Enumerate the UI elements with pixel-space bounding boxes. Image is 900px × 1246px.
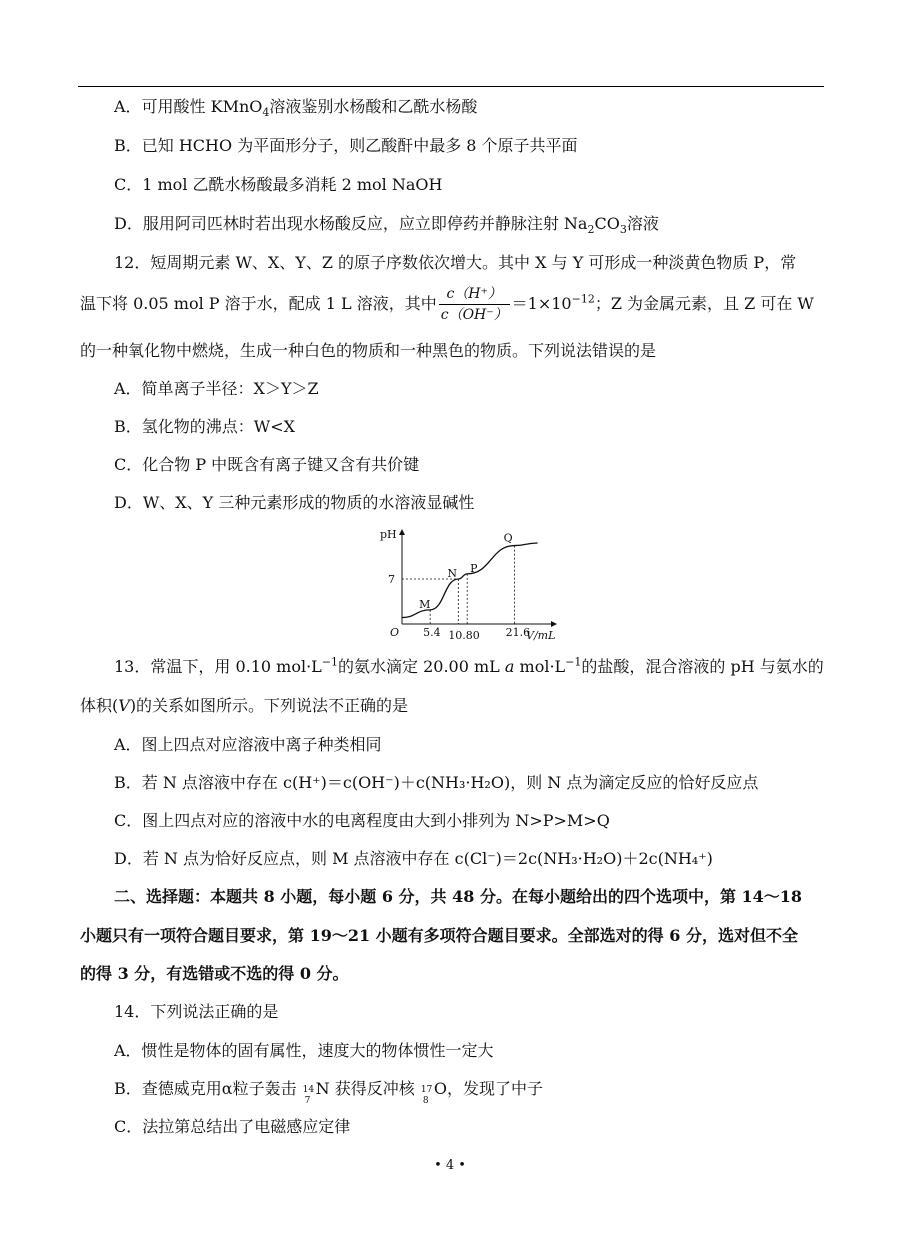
q14-stem: 14．下列说法正确的是 — [114, 1002, 279, 1021]
q12-option-c: C．化合物 P 中既含有离子键又含有共价键 — [114, 455, 420, 474]
y-tick-label: 7 — [388, 573, 395, 586]
q14-option-a: A．惯性是物体的固有属性，速度大的物体惯性一定大 — [114, 1041, 494, 1060]
q13-option-c: C．图上四点对应的溶液中水的电离程度由大到小排列为 N>P>M>Q — [114, 811, 610, 830]
q12-stem-line2: 温下将 0.05 mol P 溶于水，配成 1 L 溶液，其中 $\frac{c(H^+)}{c(OH^-)}$ $=1\times 10^{-12}$；Z 为金属元素，且 Z 可在 W — [80, 286, 814, 323]
page-number: • 4 • — [434, 1158, 466, 1173]
x-tick-label: 5.4 — [423, 626, 441, 639]
q12-option-a: A．简单离子半径：X＞Y＞Z — [114, 379, 319, 398]
q11-option-b: B．已知 HCHO 为平面形分子，则乙酸酐中最多 8 个原子共平面 — [114, 136, 578, 155]
q12-stem-line3: 的一种氧化物中燃烧，生成一种白色的物质和一种黑色的物质。下列说法错误的是 — [80, 341, 657, 360]
q13-stem-line1: 13．常温下，用 0.10 $mol\cdot L^{-1}$的氨水滴定 20.00 mL a $mol\cdot L^{-1}$的盐酸，混合溶液的 pH 与氨水的 — [114, 655, 824, 676]
y-axis-label: pH — [380, 528, 397, 541]
x-axis-label: V/mL — [526, 629, 556, 642]
q11-option-c: C．1 mol 乙酰水杨酸最多消耗 2 mol NaOH — [114, 175, 443, 194]
section2-heading-line3: 的得 3 分，有选错或不选的得 0 分。 — [80, 964, 349, 983]
q11-option-a: A．可用酸性 KMnO$_4$溶液鉴别水杨酸和乙酰水杨酸 — [114, 97, 478, 120]
isotope-n14: 14 7 — [302, 1085, 315, 1106]
q13-option-b: B．若 N 点溶液中存在 c(H⁺)＝c(OH⁻)＋c(NH₃·H₂O)，则 N 点为滴定反应的恰好反应点 — [114, 773, 759, 792]
ratio-fraction: $\frac{c(H^+)}{c(OH^-)}$ — [440, 286, 508, 323]
q12-stem-line1: 12．短周期元素 W、X、Y、Z 的原子序数依次增大。其中 X 与 Y 可形成一种淡黄色物质 P，常 — [114, 253, 797, 272]
isotope-o17: 17 8 — [420, 1085, 433, 1106]
point-label-m: M — [419, 597, 431, 611]
q13-option-d: D．若 N 点为恰好反应点，则 M 点溶液中存在 c(Cl⁻)＝2c(NH₃·H₂O)＋2c(NH₄⁺) — [114, 849, 713, 868]
x-tick-label: 21.6 — [505, 626, 531, 639]
header-rule — [78, 86, 824, 87]
q11-option-d: D．服用阿司匹林时若出现水杨酸反应，应立即停药并静脉注射 $Na_2CO_3$溶液 — [114, 214, 659, 237]
point-label-p: P — [470, 561, 478, 575]
q14-option-b: B．查德威克用α粒子轰击 14 7 N 获得反冲核 17 8 O，发现了中子 — [114, 1079, 543, 1106]
x-tick-label: 10.80 — [448, 629, 480, 642]
point-label-n: N — [447, 567, 457, 580]
point-label-q: Q — [503, 531, 513, 545]
q14-option-c: C．法拉第总结出了电磁感应定律 — [114, 1117, 351, 1136]
section2-heading-line2: 小题只有一项符合题目要求，第 19～21 小题有多项符合题目要求。全部选对的得 6 分，选对但不全 — [80, 926, 798, 945]
q13-stem-line2: 体积(V)的关系如图所示。下列说法不正确的是 — [80, 696, 409, 715]
titration-chart — [376, 524, 566, 646]
q12-option-b: B．氢化物的沸点：W<X — [114, 417, 296, 436]
origin-label: O — [390, 626, 400, 639]
q13-option-a: A．图上四点对应溶液中离子种类相同 — [114, 735, 382, 754]
section2-heading-line1: 二、选择题：本题共 8 小题，每小题 6 分，共 48 分。在每小题给出的四个选项中，第 14～18 — [114, 887, 803, 906]
q12-option-d: D．W、X、Y 三种元素形成的物质的水溶液显碱性 — [114, 493, 475, 512]
